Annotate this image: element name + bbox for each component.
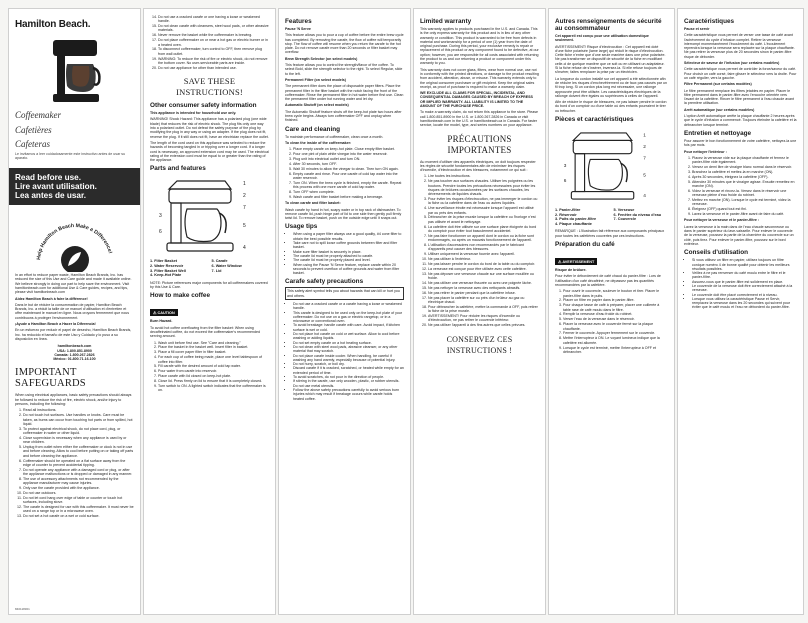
list-item: 4. After 30 seconds, turn OFF. — [293, 162, 404, 166]
list-item: 3. Plug unit into electrical outlet and turn ON. — [293, 157, 404, 161]
list-item: 3. Pour chaque tasse de café à préparer, placer une cuillerée à table rase de café moulu dans le filtre. — [563, 303, 668, 312]
auto-heading: Automatic Shutoff (on select models) — [285, 103, 349, 108]
seal-text: Help Hamilton Beach Make a Difference! — [35, 223, 113, 261]
warranty-heading: Limited warranty — [420, 18, 472, 25]
list-item: 19. WARNING: To reduce the risk of fire or electric shock, do not remove the bottom cover. No user-serviceable parts are inside. — [158, 57, 269, 66]
cover-fr-heading: Aidez Hamilton Beach à faire la différence! — [15, 296, 88, 301]
prep-burn: Risque de brûlure. — [555, 268, 587, 273]
prep-text: Pour éviter le débordement de café chaud du panier-filtre : Lors de l'utilisation d'un café décaféiné, ne dépassez pas les quantités recommandées par la cafetière. — [555, 274, 661, 287]
list-item: 20. Do not use appliance for other than intended use. — [158, 66, 269, 70]
list-item: 5. Fill carafe with the desired amount of cold tap water. — [158, 364, 269, 368]
list-item: 4. Une surveillance étroite est nécessaire lorsque l'appareil est utilisé par ou près des enfants. — [428, 206, 539, 215]
list-item: • The carafe lid must be properly attached to carafe. — [293, 254, 404, 258]
list-item: • Discard carafe if it is cracked, scratched, or heated while empty for an extended period of time. — [293, 366, 404, 375]
list-item: 2. Versez un demi litre de vinaigre blanc normal dans le réservoir. — [692, 165, 797, 169]
list-item: • Make sure filter basket is securely in place. — [293, 250, 404, 254]
pieces-legend — [555, 208, 668, 226]
part-label: 7. Couvercle — [613, 217, 637, 222]
list-item: • Veillez à ne pas renverser du café moulu entre le filtre et le panier-filtre. — [692, 271, 797, 280]
list-item: • Do not set empty carafe on a hot heating surface. — [293, 341, 404, 345]
list-item: 2. Do not touch hot surfaces. Use handles or knobs. Care must be taken, as burns can occur from touching hot parts or from spilled, hot liquid. — [23, 413, 134, 426]
svg-text:5: 5 — [642, 173, 646, 179]
list-item: 1. Wash unit before first use. See "Care and cleaning." — [158, 341, 269, 345]
part-label: 1. Filter Basket — [150, 259, 178, 264]
read-before-use-es: Lea antes de usar. — [15, 191, 86, 201]
other-safety-text: WARNING! Shock Hazard: This appliance has a polarized plug (one wide blade) that reduces the risk of electric shock. The plug fits only one way into a polarized outlet. Do not defeat the safety purpose of the plug by modifying the plug in any way or using an adapter. If the plug does not fit, reverse the plug. If it still does not fit, have an electrician replace the outlet. — [150, 117, 269, 139]
list-item: 9. Lorsque le cycle est terminé, mettre l'interrupteur à OFF et débrancher. — [563, 346, 668, 355]
contact-canada: Canada: 1.800.267.2826 — [54, 352, 95, 357]
part-label: 1. Panier-filtre — [555, 208, 581, 213]
prep-steps — [555, 289, 668, 354]
list-item: 11. Do not let cord hang over edge of table or counter or touch hot surfaces, including stove. — [23, 496, 134, 505]
list-item: 18. Pour débrancher la cafetière, mettre la commande à OFF, puis retirer la fiche de la prise murale. — [428, 305, 539, 314]
carafe-safety-list — [285, 302, 404, 401]
contact-mexico: México: 01.800.71.16.100 — [53, 357, 96, 362]
list-item: 13. Ne pas déposer une verseuse chaude sur une surface mouillée ou froide. — [428, 272, 539, 281]
panel-features-care — [278, 8, 411, 615]
list-item: 1. Place empty carafe on keep-hot plate. Close empty filter basket. — [293, 147, 404, 151]
svg-text:3: 3 — [158, 213, 162, 220]
list-item: 10. Do not use outdoors. — [23, 491, 134, 495]
perm-text: The permanent filter does the place of disposable paper filters. Place the permanent filter in the filter basket with the notch facing the front of the coffeemaker. Rinse the permanent filter in hot water before first use. Clean the permanent filter under hot running water and let dry. — [285, 84, 404, 102]
list-item: 8. The use of accessory attachments not recommended by the appliance manufacturer may cause injuries. — [23, 477, 134, 486]
carafe-safety-heading: Carafe safety precautions — [285, 278, 364, 286]
list-item: 9. Turn switch to ON. A lighted switch indicates that the coffeemaker is on. — [158, 384, 269, 393]
list-item: 15. Ne pas nettoyer la verseuse avec des nettoyants abrasifs. — [428, 286, 539, 290]
read-before-use-fr: Lire avant utilisation. — [15, 182, 97, 192]
conseils-heading: Conseils d'utilisation — [684, 249, 749, 257]
list-item: 6. La cafetière doit être utilisée sur une surface plane éloignée du bord du comptoir pour éviter tout basculement accidentel. — [428, 225, 539, 234]
features-heading: Features — [285, 18, 312, 25]
how-steps — [150, 341, 269, 393]
precautions-heading: PRÉCAUTIONS IMPORTANTES — [447, 133, 512, 155]
conseils-list — [684, 258, 797, 310]
list-item: • When using the Pause 'N Serve feature, replace carafe within 20 seconds to prevent overflow of coffee grounds and water from filter basket. — [293, 263, 404, 276]
list-item: 7. Ne pas faire fonctionner un appareil dont le cordon ou la fiche sont endommagés, ou après un mauvais fonctionnement de l'appareil. — [428, 234, 539, 243]
list-item: • Le couvercle doit être placé correctement et à niveau. — [692, 293, 797, 297]
list-item: • Lorsque vous utilisez la caractéristique Pause et Servir, remplacez la verseuse dans les 20 secondes qui suivent pour éviter que le café moulu et l'eau ne débordent du panier-filtre. — [692, 297, 797, 310]
cover-es-heading: ¡Ayude a Hamilton Beach a Hacer la Diferencia! — [15, 322, 96, 327]
warranty-text: This warranty applies to products purchased in the U.S. and Canada. This is the only express warranty for this product and is in lieu of any other warranty or condition. This product is warranted to be free from defects in material and workmanship for a period of one (1) year from the date of original purchase. During this period, your exclusive remedy is repair or replacement of this product or any component found to be defective, at our option; however, you are responsible for all costs associated with returning the product to us and our returning a product or component under this warranty to you. — [420, 27, 539, 66]
list-item: • Do not hurry, scratch, or boil dry. — [293, 362, 404, 366]
list-item: 16. Ne pas retirer le panier pendant que la cafetière infuse. — [428, 291, 539, 295]
read-before-use-en: Read before use. — [15, 173, 81, 183]
contact-website[interactable]: hamiltonbeach.com — [57, 344, 92, 349]
list-item: 5. Unplug from outlet when either the coffeemaker or clock is not in use and before cleaning. Allow to cool before putting on or taking off parts and before cleaning the appliance. — [23, 445, 134, 458]
entretien-steps — [684, 156, 797, 217]
list-item: • Follow the above safety precautions carefully to avoid serious burn injuries which may result if breakage occurs while carafe holds heated coffee. — [293, 388, 404, 401]
burn-hazard: Burn Hazard. — [150, 319, 173, 324]
cover-title-french: Cafetières — [15, 124, 52, 135]
coffeemaker-illustration — [9, 34, 140, 108]
list-item: 16. Never remove the basket while the coffeemaker is brewing. — [158, 33, 269, 37]
other-safety-heading: Other consumer safety information — [150, 102, 257, 110]
list-item: 9. Utiliser uniquement la verseuse fournie avec l'appareil. — [428, 252, 539, 256]
avertissement-label: ⚠ AVERTISSEMENT — [555, 258, 597, 265]
pause-heading: Pause 'N Serve — [285, 27, 311, 31]
list-item: 7. Turn ON. When the brew cycle is finished, empty the carafe. Repeat this process with one more carafe of cold tap water. — [293, 181, 404, 190]
list-item: 9. Lavez la verseuse et le panier-filtre avant de faire du café. — [692, 212, 797, 216]
how-text: To avoid hot coffee overflowing from the filter basket: When using decaffeinated coffee, do not exceed the coffeemaker's recommended serving amount. — [150, 325, 260, 339]
list-item: 18. To disconnect coffeemaker, turn control to OFF, then remove plug from wall outlet. — [158, 47, 269, 56]
list-item: 5. Attendez 30 minutes que le vinaigre agisse. Ensuite remettez en marche (ON). — [692, 180, 797, 189]
warranty-caps: WE EXCLUDE ALL CLAIMS FOR SPECIAL, INCIDENTAL, AND CONSEQUENTIAL DAMAGES CAUSED BY BREACH OF EXPRESS OR IMPLIED WARRANTY. ALL LIABILITY IS LIMITED TO THE AMOUNT OF THE PURCHASE PRICE. — [420, 91, 533, 109]
svg-text:1: 1 — [242, 181, 246, 188]
parts-diagram — [150, 175, 269, 257]
list-item: 8. Éteignez (OFF) quand tout est fini. — [692, 207, 797, 211]
caracteristiques-heading: Caractéristiques — [684, 18, 735, 25]
list-item: 7. Mettez en marche (ON). Lorsque le cycle est terminé, videz la verseuse. — [692, 198, 797, 207]
part-label: 2. Réservoir — [555, 212, 577, 217]
safeguards-list — [15, 408, 134, 518]
list-item: 9. Wash carafe and filter basket before making a beverage. — [293, 195, 404, 199]
arret-heading: Arrêt automatique (sur certains modèles) — [684, 107, 755, 112]
pieces-heading: Pièces et caractéristiques — [555, 116, 634, 124]
part-label: 6. Fenêtre du niveau d'eau — [613, 212, 662, 217]
carafe-safety-warning: This safety alert symbol tells you about hazards that can kill or hurt you and others. — [285, 287, 404, 300]
list-item: • Do not place hot carafe on cold or wet surface. Allow to cool before washing or adding liquids. — [293, 332, 404, 341]
list-item: 7. Place carafe with lid closed on keep-hot plate. — [158, 374, 269, 378]
list-item: 6. Coffeemaker should be operated on a flat surface away from the edge of counter to prevent accidental tipping. — [23, 459, 134, 468]
perm-heading: Permanent Filter (on select models) — [285, 77, 346, 82]
list-item: 3. Branchez la cafetière et mettez-la en marche (ON). — [692, 170, 797, 174]
precautions-intro: Au moment d'utiliser des appareils électriques, on doit toujours respecter les règles de sécurité fondamentales afin de minimiser les risques d'incendie, d'électrocution et des blessures, notamment ce qui suit : — [420, 159, 536, 173]
cover-text-block — [9, 273, 140, 518]
list-item: • Do not use a cracked carafe or a carafe having a loose or weakened handle. — [293, 302, 404, 311]
list-item: 11. Ne pas laisser pendre le cordon du bord de la table ou du comptoir. — [428, 262, 539, 266]
list-item: 8. L'utilisation d'accessoires non recommandés par le fabricant d'appareils peut causer des blessures. — [428, 243, 539, 252]
how-to-make-heading: How to make coffee — [150, 292, 211, 300]
svg-text:2: 2 — [242, 193, 246, 200]
pause-text: This feature allows you to pour a cup of coffee before the entire brew cycle has completed. By removing the carafe, the flow of coffee will temporarily stop. The flow of coffee will resume when you return the carafe to the hot plate. Do not remove carafe more than 20 seconds or filter basket may overflow. — [285, 33, 404, 55]
brew-heading: Brew Strength Selector (on select models) — [285, 56, 358, 61]
list-item: 19. AVERTISSEMENT! Pour réduire les risques d'incendie ou d'électrocution, ne pas retirer le couvercle inférieur. — [428, 314, 539, 323]
warranty-text-3: To make a warranty claim, do not return this appliance to the store. Please call 1.800.851.8900 in the U.S. or 1.800.267.2826 in Canada or visit hamiltonbeach.com in the U.S. or hamiltonbeach.ca in Canada. For faster service, locate the model, type, and series numbers on your appliance. — [420, 110, 539, 128]
important-safeguards-heading: IMPORTANT SAFEGUARDS — [15, 367, 86, 390]
list-item: • To avoid breakage: handle carafe with care. Avoid impact, if kitchen surface is wet or cold. — [293, 323, 404, 332]
care-sub: To clean the inside of the coffeemaker: — [285, 140, 352, 145]
other-safety-sub: This appliance is intended for household use only. — [150, 111, 237, 116]
entretien-sub: Pour nettoyer l'intérieur : — [684, 149, 727, 154]
care-heading: Care and cleaning — [285, 125, 341, 133]
autres-text-3: Afin de réduire le risque de blessures, ne pas laisser pendre le cordon du bord d'un comptoir ou d'une table où des enfants pourraient le tirer ou trébucher. — [555, 100, 667, 113]
list-item: • Do not place carafe inside cooler. When handling, be careful if washing any hand warmly, especially because of potential injury. — [293, 354, 404, 363]
auto-text: The Automatic Shutoff feature shuts off the keep-hot plate two hours after brew cycle begins. Always turn coffeemaker OFF and unplug when finished. — [285, 109, 402, 123]
contact-usa: USA: 1.800.851.8900 — [57, 348, 92, 353]
selecteur-heading: Sélecteur de saveur de l'infusion (sur certains modèles) — [684, 61, 780, 66]
part-label: 3. Puits du panier-filtre — [555, 217, 597, 222]
cover-title-english: Coffeemaker — [15, 110, 61, 120]
list-item: 4. For each cup of coffee being made, place one level tablespoon of coffee into filter. — [158, 355, 269, 364]
part-label: 4. Keep-Hot Plate — [150, 273, 182, 278]
list-item: 7. Fermer le couvercle. Appuyer fermement sur le couvercle. — [563, 331, 668, 335]
brew-text: This feature allows you to control the strength/flavor of the coffee. To select Bold, slide the strength selector to the right. To select Regular, slide to the left. — [285, 63, 403, 76]
filtre-permanent-heading: Filtre Permanent (sur certains modèles) — [684, 82, 752, 87]
verseuse-sub: Pour nettoyer la verseuse et le panier-filtre : — [684, 218, 760, 223]
brand-logo: Hamilton Beach. — [15, 19, 91, 30]
list-item: 7. Do not operate any appliance with a damaged cord or plug, or after the appliance malfunctions or is dropped or damaged in any manner. — [23, 468, 134, 477]
save-instructions-heading: SAVE THESE INSTRUCTIONS! — [176, 76, 243, 98]
autres-sub: Cet appareil est conçu pour une utilisation domestique seulement. — [555, 34, 649, 43]
list-item: • If stirring in the carafe, use only wooden, plastic, or rubber utensils. Do not use metal utensils. — [293, 379, 404, 388]
warranty-text-2: This warranty does not cover glass, filters, wear from normal use, use not in conformity with the printed directions, or damage to the product resulting from accident, alteration, abuse, or misuse. This warranty extends only to the original consumer purchaser or gift recipient. Keep the original sales receipt, as proof of purchase is required to make a warranty claim. — [420, 67, 539, 89]
list-item: 17. Ne pas placer la cafetière sur ou près d'un brûleur au gaz ou électrique chaud. — [428, 296, 539, 305]
list-item: 1. Placez la verseuse vide sur la plaque chauffante et fermez le panier-filtre vide également. — [692, 156, 797, 165]
svg-text:2: 2 — [642, 145, 646, 151]
list-item: 14. Ne pas utiliser une verseuse fissurée ou avec une poignée lâche. — [428, 281, 539, 285]
list-item: 5. Wait 30 minutes to allow the vinegar to clean. Then turn ON again. — [293, 167, 404, 171]
entretien-heading: Entretien et nettoyage — [684, 129, 752, 137]
list-item: 17. Do not place coffeemaker on or near a hot gas or electric burner or in a heated oven. — [158, 38, 269, 47]
part-label: 3. Filter Basket Well — [150, 268, 186, 273]
svg-text:6: 6 — [563, 179, 566, 185]
panel-french-features — [677, 8, 804, 615]
list-item: 8. Mettre l'interrupteur à ON. Le voyant lumineux indique que la cafetière est allumée. — [563, 336, 668, 345]
list-item: 2. Place the basket in the basket well. Insert filter in basket. — [158, 345, 269, 349]
svg-text:7: 7 — [242, 205, 246, 212]
list-item: 1. Read all instructions. — [23, 408, 134, 412]
cover-fr-text: Dans le but de réduire la consommation de papier, Hamilton Beach Brands, Inc. a réduit la taille de ce manuel d'utilisation et d'entretien et offre maintenant le manuel en ligne. Nous croyons fermement que nous contribuons à protéger l'environnement. — [15, 302, 130, 320]
list-item: • This carafe is designed to be used only on the keep-hot plate of your coffeemaker. Do not use on a gas or electric rangetop, or in a microwave or conventional oven. — [293, 311, 404, 324]
carafe-clean-text: Wash carafe by hand in hot, soapy water or in top rack of dishwasher. To remove carafe lid, push hinge part of lid to one side then gently pull firmly twist lid. To remove basket, push on the outside edge until it snaps out. — [285, 207, 402, 221]
list-item: 9. Only use the carafe provided with the appliance. — [23, 486, 134, 490]
svg-text:7: 7 — [642, 156, 646, 162]
caution-label: ⚠ CAUTION — [150, 309, 178, 316]
list-item: • Do not clean with steel wool pads, abrasive cleanser, or any other material that may scratch. — [293, 345, 404, 354]
list-item: 3. To protect against electrical shock, do not place cord, plug, or coffeemaker in water or other liquid. — [23, 427, 134, 436]
safeguards-intro: When using electrical appliances, basic safety precautions should always be followed to reduce the risk of fire, electric shock, and/or injury to persons, including the following: — [15, 393, 132, 407]
panel-warranty-precautions — [413, 8, 546, 615]
care-intro: To maintain performance of coffeemaker, clean once a month. — [285, 134, 384, 139]
autres-text: AVERTISSEMENT! Risque d'électrocution : Cet appareil est doté d'une fiche polarisée (lame large) qui réduit le risque d'électrocution. Cette fiche n'entre que d'une seule manière dans une prise polarisée. Ne pas transformer ce dispositif de sécurité de la fiche en modifiant celle-ci de quelque manière que ce soit ou en utilisant un adaptateur. Si la fiche refuse de s'insérer, inversez-la. Si elle refuse toujours de s'insérer, faites remplacer la prise par un électricien. — [555, 44, 666, 75]
svg-text:6: 6 — [158, 229, 162, 236]
cord-length-text: The length of the cord used on this appliance was selected to reduce the hazards of becoming tangled in or tripping over a longer cord. If a longer cord is necessary, an approved extension cord may be used. The electrical rating of the extension cord must be equal to or greater than the rating of the appliance. — [150, 140, 269, 163]
prep-heading: Préparation du café — [555, 241, 615, 249]
list-item: • Si vous utilisez un filtre en papier, utilisez toujours un filtre conique numéro 4 de bonne qualité pour obtenir les meilleurs résultats possibles. — [692, 258, 797, 271]
read-before-use-band — [9, 168, 140, 205]
list-item: 6. Pour water from carafe into reservoir. — [158, 369, 269, 373]
panel-safety-parts — [143, 8, 276, 615]
list-item: 1. Pour ouvrir le couvercle, soulever le bouton et tirer. Placer le panier-filtre dans le puits. — [563, 289, 668, 298]
part-label: 2. Water Reservoir — [150, 263, 184, 268]
list-item: 3. Pour éviter les risques d'électrocution, ne pas immerger le cordon ou la fiche ou la cafetière dans de l'eau ou autres liquides. — [428, 197, 539, 206]
list-item: • Le couvercle de la verseuse doit être correctement attaché à la verseuse. — [692, 284, 797, 293]
parts-legend — [150, 259, 269, 277]
list-item: 8. Turn OFF when complete. — [293, 190, 404, 194]
contact-block — [15, 344, 134, 361]
parts-heading: Parts and features — [150, 165, 206, 173]
list-item: • Take care not to spill loose coffee grounds between filter and filter basket. — [293, 241, 404, 250]
usage-tips-heading: Usage tips — [285, 223, 318, 231]
arret-text: L'option Arrêt automatique arrête la plaque chauffante 2 heures après que le cycle d'infusion a commencé. Toujours éteindre la cafetière et la débrancher lorsque terminé. — [684, 114, 797, 127]
list-item: 4. Close supervision is necessary when any appliance is used by or near children. — [23, 436, 134, 445]
list-item: 6. Videz la verseuse et rincez-la. Versez dans le réservoir une verseuse pleine d'eau froide du robinet. — [692, 189, 797, 198]
precautions-list — [420, 174, 539, 327]
pieces-note: REMARQUE : L'illustration fait référence aux composants principaux pour toutes les cafetières couvertes par ces instructions. — [555, 229, 665, 238]
svg-text:4: 4 — [642, 194, 646, 200]
part-label: 5. Carafe — [211, 259, 228, 264]
list-item: • To avoid scratches, do not pour in the direction of people. — [293, 375, 404, 379]
list-item: 13. Do not set a hot carafe on a wet or cold surface. — [23, 514, 134, 518]
care-steps — [285, 147, 404, 199]
list-item: 12. La verseuse est conçue pour être utilisée avec cette cafetière. — [428, 267, 539, 271]
selecteur-text: Cette caractéristique vous permet de contrôler la force/saveur du café. Pour choisir un café corsé, faire glisser le sélecteur vers la droite. Pour un café régulier, vers la gauche. — [684, 67, 797, 80]
part-label: 5. Verseuse — [613, 208, 635, 213]
list-item: 6. Empty carafe and rinse. Pour one carafe of cold tap water into the water reservoir. — [293, 172, 404, 181]
list-item: 3. Place a fill cover paper filter in filter basket. — [158, 350, 269, 354]
list-item: 15. Do not clean carafe with cleansers, steel wool pads, or other abrasive materials. — [158, 24, 269, 33]
cover-panel — [8, 8, 141, 615]
conserver-heading: CONSERVEZ CES INSTRUCTIONS ! — [446, 334, 513, 355]
svg-text:1: 1 — [642, 133, 646, 139]
list-item: 12. The carafe is designed for use with this coffeemaker. It must never be used on a range top or in a microwave oven. — [23, 505, 134, 514]
part-label: 4. Plaque chauffante — [555, 221, 592, 226]
list-item: 2. Ne pas toucher aux surfaces chaudes. Utiliser les poignées ou les boutons. Prendre toutes les précautions nécessaires pour éviter les risques de brûlures occasionnées par les surfaces chaudes, les déversements de liquides chauds. — [428, 179, 539, 196]
autres-heading: Autres renseignements de sécurité au consommateur — [555, 18, 662, 32]
document-code: 840118301 — [15, 607, 30, 611]
pause-servir-text: Cette caractéristique vous permet de verser une tasse de café avant l'achèvement du cycle d'infusion complet. Retirer la verseuse interrompt momentanément l'écoulement du café. L'écoulement reprendra lorsque la verseuse sera replacée sur la plaque chauffante. Ne pas retirer la verseuse plus de 20 secondes sinon le panier-filtre risque de déborder. — [684, 33, 795, 59]
difference-seal — [9, 211, 140, 273]
list-item: • Assurez-vous que le panier-filtre est solidement en place. — [692, 280, 797, 284]
list-item: 5. Verser l'eau de la verseuse dans le réservoir. — [563, 317, 668, 321]
list-item: 6. Placer la verseuse avec le couvercle fermé sur la plaque chauffante. — [563, 322, 668, 331]
pieces-diagram — [555, 126, 668, 206]
cover-title-spanish: Cafeteras — [15, 139, 50, 149]
safeguards-list-continued — [150, 15, 269, 70]
part-label: 7. Lid — [211, 268, 222, 273]
list-item: 5. Débrancher de la prise murale lorsque la cafetière ou l'horloge n'est pas utilisée et avant le nettoyage. — [428, 215, 539, 224]
list-item: 2. Pour one pint of plain white vinegar into the water reservoir. — [293, 152, 404, 156]
usage-tips-list — [285, 232, 404, 275]
list-item: 8. Close lid. Press firmly on lid to ensure that it is completely closed. — [158, 379, 269, 383]
list-item: • The carafe lid must be properly placed and level. — [293, 258, 404, 262]
panel-french-parts — [548, 8, 675, 615]
cover-subtitle: Le invitamos a leer cuidadosamente este instructivo antes de usar su aparato. — [15, 151, 126, 160]
carafe-clean-sub: To clean carafe and filter basket: — [285, 201, 341, 206]
svg-text:5: 5 — [242, 223, 246, 230]
cover-es-text: En un esfuerzo por reducir el papel de desecho, Hamilton Beach Brands, Inc. ha reducido el tamaño de este Uso y Cuidado y lo puso a su disposición en línea. — [15, 328, 132, 341]
list-item: 20. Ne pas utiliser l'appareil à des fins autres que celles prévues. — [428, 323, 539, 327]
svg-text:4: 4 — [242, 245, 246, 252]
entretien-intro: Pour assurer le bon fonctionnement de votre cafetière, nettoyez-la une fois par mois. — [684, 138, 797, 148]
pause-servir-heading: Pause et servir — [684, 27, 710, 31]
list-item: 2. Placer un filtre en papier dans le panier-filtre. — [563, 298, 668, 302]
list-item: 4. Après 30 secondes, éteignez la cafetière (OFF). — [692, 175, 797, 179]
list-item: 10. Ne pas utiliser à l'extérieur. — [428, 257, 539, 261]
cover-intro: In an effort to reduce paper waste, Hamilton Beach Brands, Inc. has reduced the size of this Use and Care guide and made it available online. We believe strongly in doing our part to help save the environment. Visit hamiltonbeach.com for additional Use & Care guides, recipes, and tips, please visit hamiltonbeach.com — [15, 273, 132, 295]
list-item: 14. Do not use a cracked carafe or one having a loose or weakened handle. — [158, 15, 269, 24]
list-item: 1. Lire toutes les instructions. — [428, 174, 539, 178]
verseuse-text: Lavez la verseuse à la main dans de l'eau chaude savonneuse ou dans le panier supérieur du lave-vaisselle. Pour enlever le couvercle de la verseuse, poussez la partie de la charnière du couvercle sur un côté, puis tirez. Pour enlever le panier-filtre, poussez sur le bord extérieur. — [684, 224, 794, 246]
filtre-permanent-text: Le filtre permanent remplace les filtres jetables en papier. Placer le filtre permanent dans le panier-filtre avec l'encoche orientée vers l'avant de la cafetière. Rincer le filtre permanent à l'eau chaude avant la première utilisation. — [684, 88, 795, 106]
svg-text:3: 3 — [563, 163, 566, 169]
autres-text-2: La longueur du cordon installé sur cet appareil a été sélectionnée afin de réduire les risques d'enchevêtrement ou de faux pas causés par un fil trop long. Si un cordon plus long est nécessaire, une rallonge approuvée peut être utilisée. Les caractéristiques électriques de la rallonge doivent être égales ou supérieures à celles de l'appareil. — [555, 76, 667, 98]
part-label: 6. Water Window — [211, 263, 242, 268]
list-item: • When using a paper filter always use a good quality, #4 cone filter to obtain the best possible results. — [293, 232, 404, 241]
list-item: 4. Remplir la verseuse d'eau froide du robinet. — [563, 312, 668, 316]
parts-note: NOTE: Picture references major components for all coffeemakers covered by this Use & Care. — [150, 280, 268, 290]
